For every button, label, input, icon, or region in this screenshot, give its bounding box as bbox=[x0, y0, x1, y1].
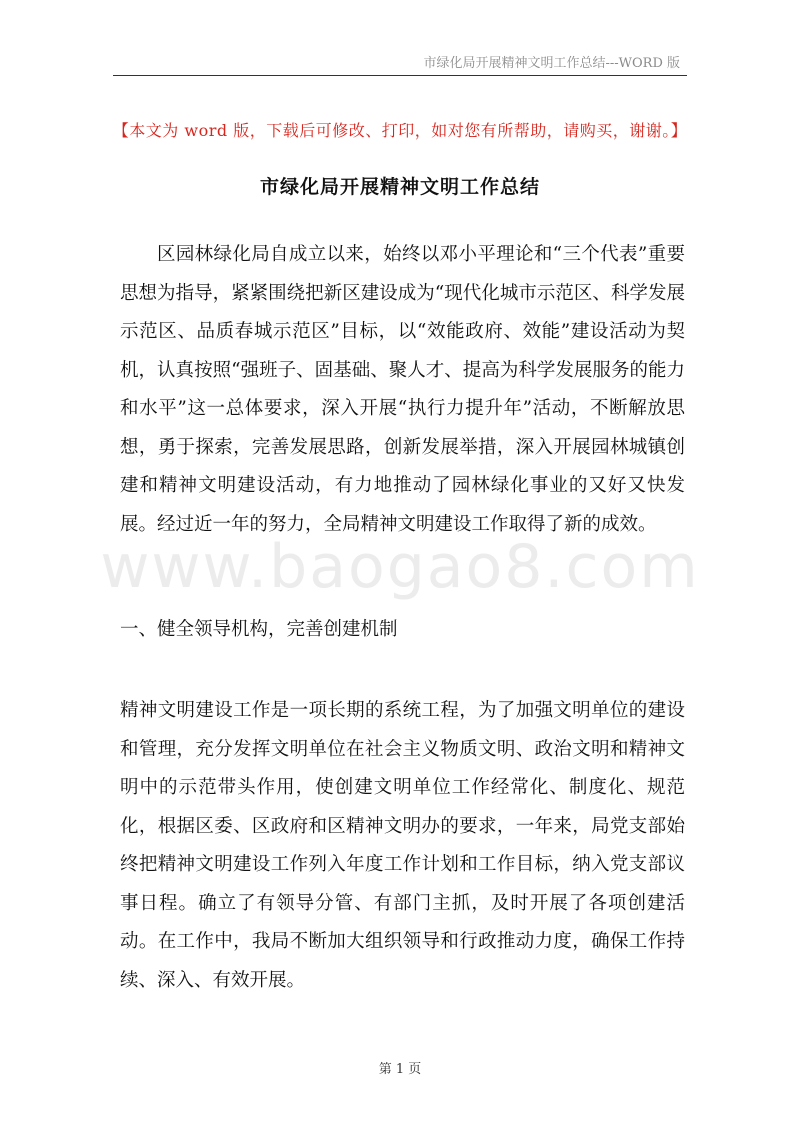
body-paragraph-2: 精神文明建设工作是一项长期的系统工程，为了加强文明单位的建设和管理，充分发挥文明单位在社会主义物质文明、政治文明和精神文明中的示范带头作用，使创建文明单位工作经常化、制度化、规范化，根据区委、区政府和区精神文明办的要求，一年来，局党支部始终把精神文明建设工作列入年度工作计划和工作目标，纳入党支部议事日程。确立了有领导分管、有部门主抓，及时开展了各项创建活动。在工作中，我局不断加大组织领导和行政推动力度，确保工作持续、深入、有效开展。 bbox=[120, 700, 685, 991]
section-heading-1: 一、健全领导机构，完善创建机制 bbox=[120, 619, 398, 640]
header-divider bbox=[113, 75, 687, 76]
running-header: 市绿化局开展精神文明工作总结---WORD 版 bbox=[423, 56, 680, 71]
body-paragraph-1: 区园林绿化局自成立以来，始终以邓小平理论和“三个代表”重要思想为指导，紧紧围绕把新区建设成为“现代化城市示范区、科学发展示范区、品质春城示范区”目标，以“效能政府、效能”建设活动为契机，认真按照“强班子、固基础、聚人才、提高为科学发展服务的能力和水平”这一总体要求，深入开展“执行力提升年”活动，不断解放思想，勇于探索，完善发展思路，创新发展举措，深入开展园林城镇创建和精神文明建设活动，有力地推动了园林绿化事业的又好又快发展。经过近一年的努力，全局精神文明建设工作取得了新的成效。 bbox=[120, 244, 685, 535]
document-title: 市绿化局开展精神文明工作总结 bbox=[259, 176, 540, 198]
watermark: www.baogao8.com bbox=[100, 532, 700, 602]
page-number: 第 1 页 bbox=[378, 1062, 422, 1077]
purchase-notice: 【本文为 word 版，下载后可修改、打印，如对您有所帮助，请购买，谢谢。】 bbox=[112, 121, 688, 140]
